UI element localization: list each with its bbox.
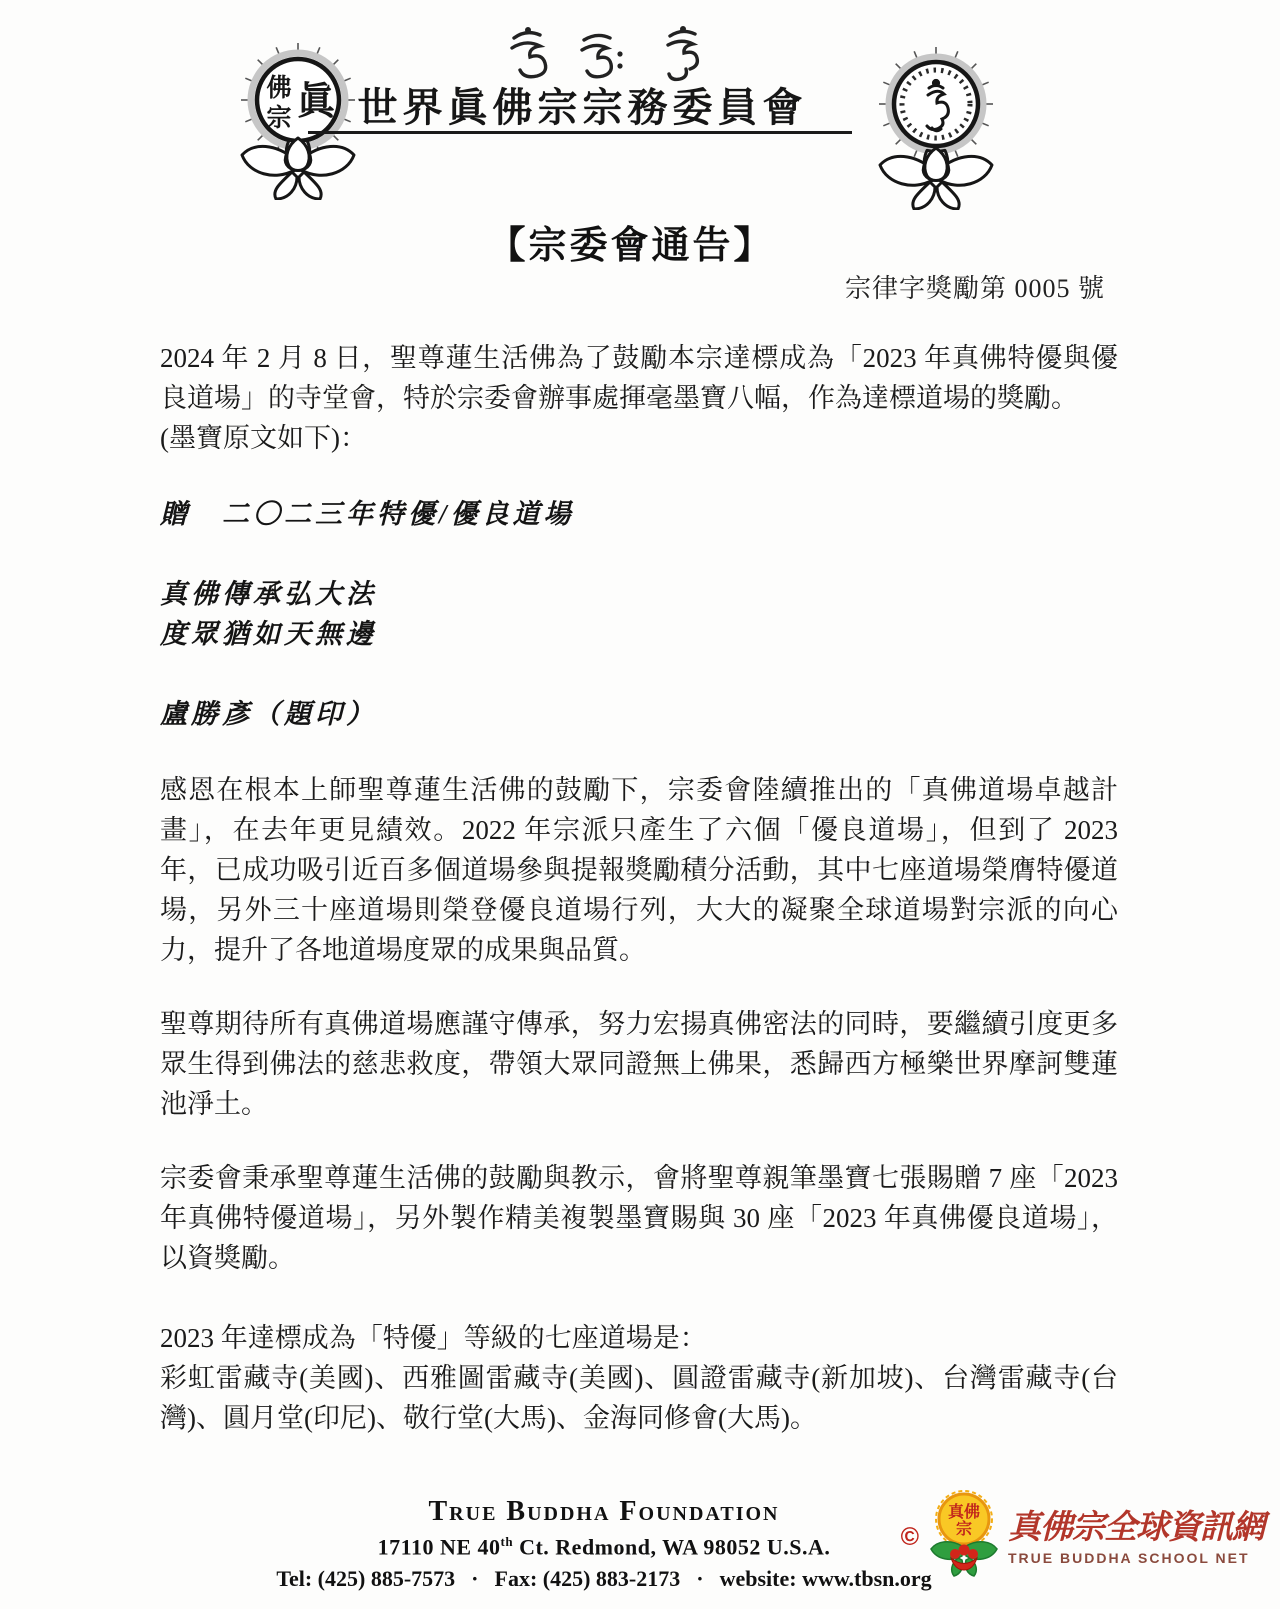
tbsn-chinese-name: 真佛宗全球資訊網 <box>1008 1510 1264 1546</box>
footer-website: website: www.tbsn.org <box>719 1566 932 1592</box>
right-lotus-seal-emblem <box>866 42 1006 215</box>
footer-fax: Fax: (425) 883-2173 <box>494 1566 681 1592</box>
calligraphy-signature: 盧勝彥（題印） <box>160 699 377 729</box>
calligraphy-couplet <box>160 574 1118 654</box>
footer-tel: Tel: (425) 885-7573 <box>276 1566 456 1592</box>
right-emblem-image <box>866 42 1006 210</box>
paragraph-1-text: 2024 年 2 月 8 日，聖尊蓮生活佛為了鼓勵本宗達標成為「2023 年真佛特優與優良道場」的寺堂會，特於宗委會辦事處揮毫墨寶八幅，作為達標道場的獎勵。 <box>160 343 1118 413</box>
calligraphy-dedication-line: 贈 二〇二三年特優/優良道場 <box>160 499 575 529</box>
tbsn-logo-text <box>1008 1508 1264 1566</box>
notice-body <box>160 338 1118 1438</box>
emblem-char-top: 佛 <box>266 75 292 102</box>
address-street: 17110 NE 40 <box>377 1534 501 1560</box>
body-paragraph-2: 感恩在根本上師聖尊蓮生活佛的鼓勵下，宗委會陸續推出的「真佛道場卓越計畫」，在去年更見績效。2022 年宗派只產生了六個「優良道場」，但到了 2023 年，已成功吸引近百多個道場參與提報獎勵積分活動，其中七座道場榮膺特優道場，另外三十座道場則榮登優良道場行列，大大的凝聚全球道場對宗派的向心力，提升了各地道場度眾的成果與品質。 <box>160 775 1118 965</box>
body-paragraph-1 <box>160 338 1118 458</box>
emblem-char-main: 眞 <box>296 81 336 123</box>
top-temples-intro: 2023 年達標成為「特優」等級的七座道場是： <box>160 1323 707 1353</box>
tbsn-english-name: TRUE BUDDHA SCHOOL NET <box>1008 1550 1250 1566</box>
top-temples-list: 彩虹雷藏寺(美國)、西雅圖雷藏寺(美國)、圓證雷藏寺(新加坡)、台灣雷藏寺(台灣)、圓月堂(印尼)、敬行堂(大馬)、金海同修會(大馬)。 <box>160 1363 1118 1433</box>
address-city: Ct. Redmond, WA 98052 U.S.A. <box>513 1534 831 1560</box>
body-paragraph-4: 宗委會秉承聖尊蓮生活佛的鼓勵與教示，會將聖尊親筆墨寶七張賜贈 7 座「2023 年真佛特優道場」，另外製作精美複製墨寶賜與 30 座「2023 年真佛優良道場」，以資獎勵。 <box>160 1163 1118 1273</box>
ink-treasure-note: (墨寶原文如下)： <box>160 423 367 453</box>
reference-number: 宗律字獎勵第 0005 號 <box>844 274 1105 303</box>
couplet-line-2: 度眾猶如天無邊 <box>160 619 377 649</box>
title-underline <box>308 131 852 134</box>
notice-title: 【宗委會通告】 <box>487 225 775 267</box>
copyright-symbol: © <box>900 1522 919 1551</box>
tibetan-om-ah-hum-script-icon <box>498 24 728 84</box>
body-paragraph-3: 聖尊期待所有真佛道場應謹守傳承，努力宏揚真佛密法的同時，要繼續引度更多眾生得到佛法的慈悲救度，帶領大眾同證無上佛果，悉歸西方極樂世界摩訶雙蓮池淨土。 <box>160 1009 1118 1119</box>
tbsn-logo-block <box>901 1487 1264 1587</box>
couplet-line-1: 真佛傳承弘大法 <box>160 579 377 609</box>
address-ordinal-suffix: th <box>500 1534 514 1549</box>
footer-org-name: True Buddha Foundation <box>428 1496 780 1527</box>
tbsn-lotus-emblem-icon <box>924 1490 1004 1584</box>
separator-dot: · <box>696 1566 704 1592</box>
body-paragraph-5 <box>160 1318 1118 1438</box>
svg-text:真佛: 真佛 <box>947 1504 981 1521</box>
separator-dot: · <box>471 1566 479 1592</box>
organization-title: 世界眞佛宗宗務委員會 <box>357 85 808 130</box>
svg-text:宗: 宗 <box>955 1521 973 1538</box>
emblem-char-bottom: 宗 <box>266 105 292 132</box>
